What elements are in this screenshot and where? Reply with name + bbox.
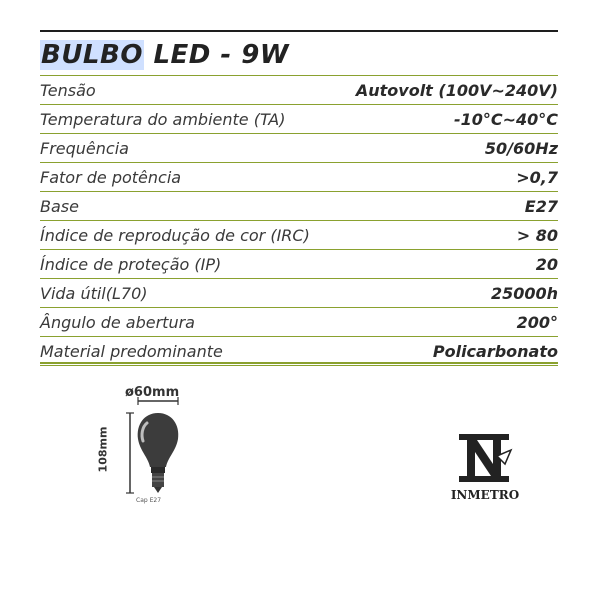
inmetro-logo-icon	[445, 428, 525, 488]
spec-value: 20	[535, 254, 558, 274]
spec-label: Base	[40, 196, 79, 216]
socket-tip	[154, 487, 162, 493]
spec-value: 50/60Hz	[484, 138, 558, 158]
spec-row-tensao	[40, 75, 558, 105]
spec-label: Fator de potência	[40, 167, 182, 187]
bulb-socket	[152, 473, 164, 487]
spec-row-fator-potencia	[40, 163, 558, 192]
spec-value: >0,7	[516, 167, 558, 187]
spec-label: Temperatura do ambiente (TA)	[40, 109, 286, 129]
spec-label: Frequência	[40, 138, 129, 158]
spec-value: Policarbonato	[432, 341, 558, 361]
title-highlight: BULBO	[41, 40, 143, 70]
inmetro-logo-top-bar	[459, 434, 509, 440]
spec-label: Índice de reprodução de cor (IRC)	[40, 225, 310, 245]
spec-row-frequencia	[40, 134, 558, 163]
spec-row-base	[40, 192, 558, 221]
spec-row-temperatura	[40, 105, 558, 134]
title-rest: LED - 9W	[143, 40, 290, 70]
bulb-neck	[151, 467, 165, 473]
spec-label: Tensão	[40, 80, 96, 100]
height-dimension-label: 108mm	[96, 426, 110, 473]
inmetro-label: INMETRO	[450, 488, 520, 502]
top-rule	[40, 30, 558, 32]
spec-label: Material predominante	[40, 341, 223, 361]
product-title	[40, 40, 289, 70]
spec-label: Vida útil(L70)	[40, 283, 148, 303]
spec-value: > 80	[516, 225, 558, 245]
spec-value: 25000h	[490, 283, 558, 303]
bulb-icon	[100, 385, 200, 510]
width-dimension-label: ø60mm	[125, 385, 180, 400]
socket-label: Cap E27	[136, 497, 162, 504]
spec-value: -10°C~40°C	[453, 109, 558, 129]
inmetro-seal	[445, 428, 525, 508]
spec-value: 200°	[516, 312, 558, 332]
spec-row-angulo	[40, 308, 558, 337]
spec-label: Ângulo de abertura	[40, 312, 195, 332]
inmetro-logo-bottom-bar	[459, 476, 509, 482]
spec-row-irc	[40, 221, 558, 250]
spec-table	[40, 75, 558, 366]
spec-value: Autovolt (100V~240V)	[355, 80, 558, 100]
spec-row-ip	[40, 250, 558, 279]
spec-label: Índice de proteção (IP)	[40, 254, 222, 274]
spec-value: E27	[524, 196, 558, 216]
bottom-rule	[40, 362, 558, 364]
spec-row-vida-util	[40, 279, 558, 308]
bulb-dimension-diagram	[96, 385, 200, 510]
